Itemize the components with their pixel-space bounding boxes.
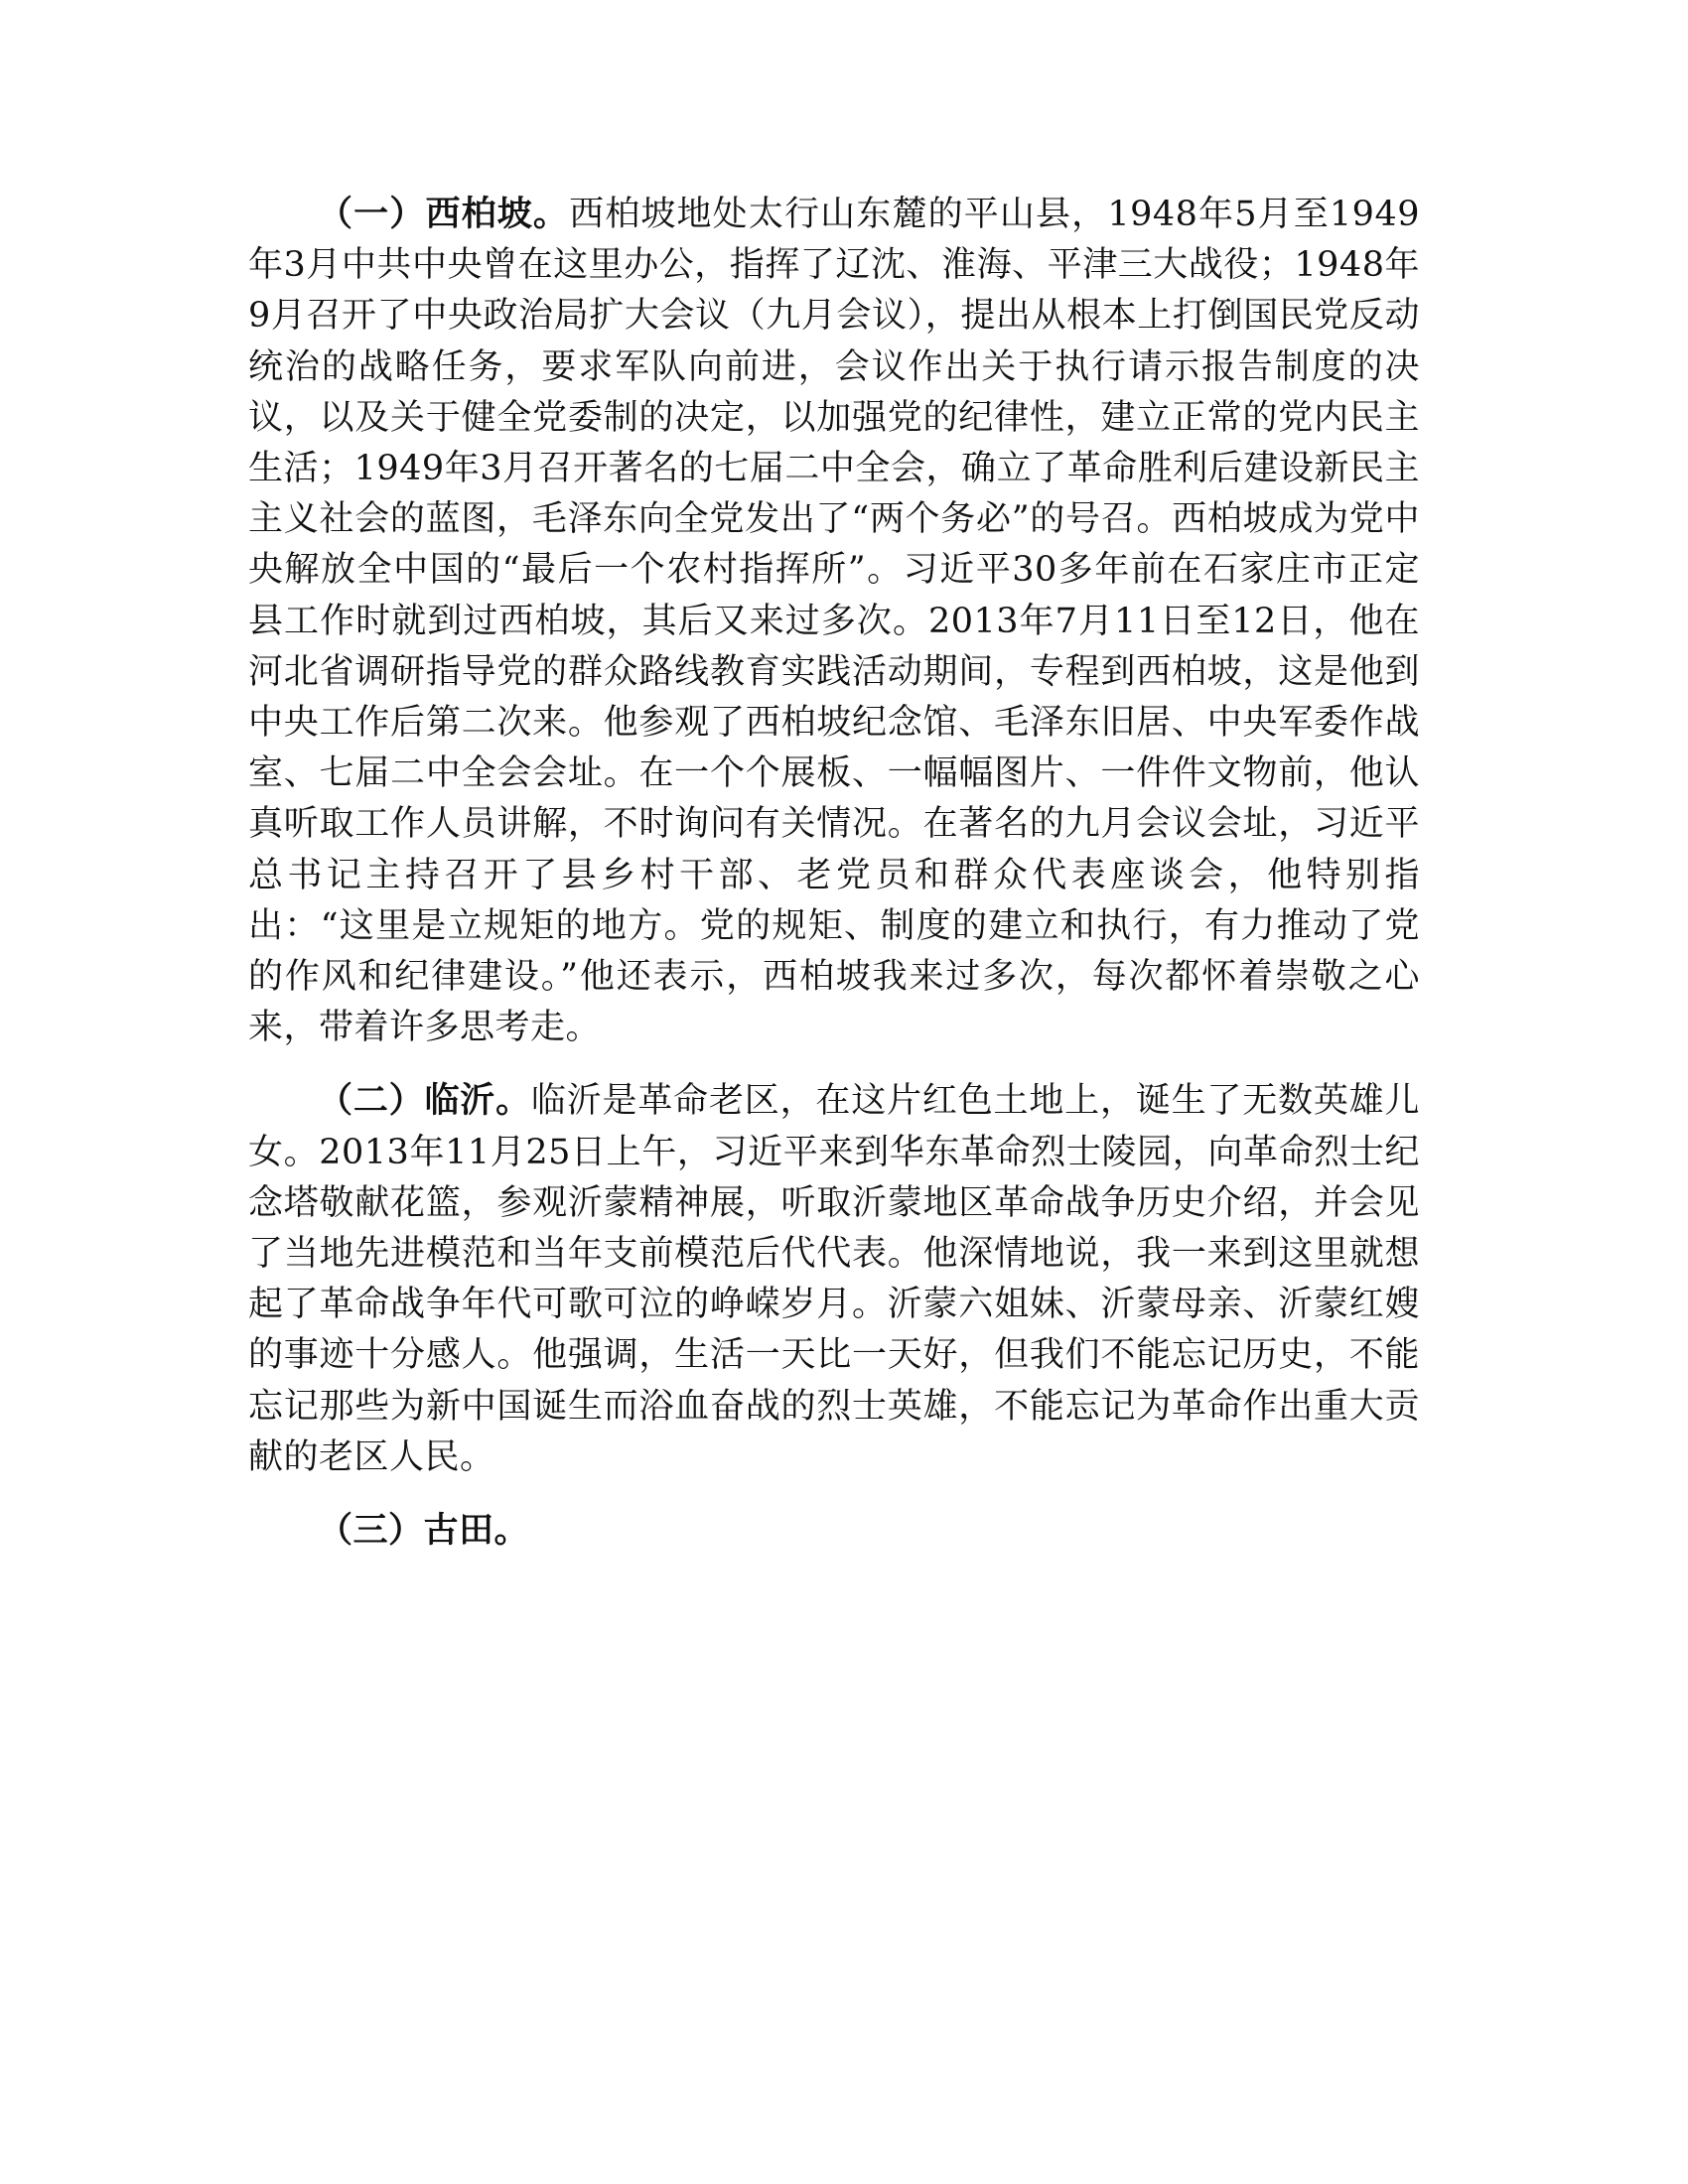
document-page xyxy=(248,189,1420,1578)
section-linyi xyxy=(248,1075,1420,1483)
section-gutian xyxy=(248,1505,1420,1557)
section-body: 西柏坡地处太行山东麓的平山县，1948年5月至1949年3月中共中央曾在这里办公，指挥了辽沈、淮海、平津三大战役；1948年9月召开了中央政治局扩大会议（九月会议），提出从根本上打倒国民党反动统治的战略任务，要求军队向前进，会议作出关于执行请示报告制度的决议，以及关于健全党委制的决定，以加强党的纪律性，建立正常的党内民主生活；1949年3月召开著名的七届二中全会，确立了革命胜利后建设新民主主义社会的蓝图，毛泽东向全党发出了“两个务必”的号召。西柏坡成为党中央解放全中国的“最后一个农村指挥所”。习近平30多年前在石家庄市正定县工作时就到过西柏坡，其后又来过多次。2013年7月11日至12日，他在河北省调研指导党的群众路线教育实践活动期间，专程到西柏坡，这是他到中央工作后第二次来。他参观了西柏坡纪念馆、毛泽东旧居、中央军委作战室、七届二中全会会址。在一个个展板、一幅幅图片、一件件文物前，他认真听取工作人员讲解，不时询问有关情况。在著名的九月会议会址，习近平总书记主持召开了县乡村干部、老党员和群众代表座谈会，他特别指出：“这里是立规矩的地方。党的规矩、制度的建立和执行，有力推动了党的作风和纪律建设。”他还表示，西柏坡我来过多次，每次都怀着崇敬之心来，带着许多思考走。 xyxy=(248,195,1420,1048)
section-xibaipo xyxy=(248,189,1420,1053)
section-heading: （一）西柏坡。 xyxy=(318,194,570,234)
section-heading: （三）古田。 xyxy=(318,1510,530,1552)
section-body: 临沂是革命老区，在这片红色土地上，诞生了无数英雄儿女。2013年11月25日上午，习近平来到华东革命烈士陵园，向革命烈士纪念塔敬献花篮，参观沂蒙精神展，听取沂蒙地区革命战争历史介绍，并会见了当地先进模范和当年支前模范后代代表。他深情地说，我一来到这里就想起了革命战争年代可歌可泣的峥嵘岁月。沂蒙六姐妹、沂蒙母亲、沂蒙红嫂的事迹十分感人。他强调，生活一天比一天好，但我们不能忘记历史，不能忘记那些为新中国诞生而浴血奋战的烈士英雄，不能忘记为革命作出重大贡献的老区人民。 xyxy=(248,1081,1420,1477)
section-heading: （二）临沂。 xyxy=(318,1080,531,1122)
